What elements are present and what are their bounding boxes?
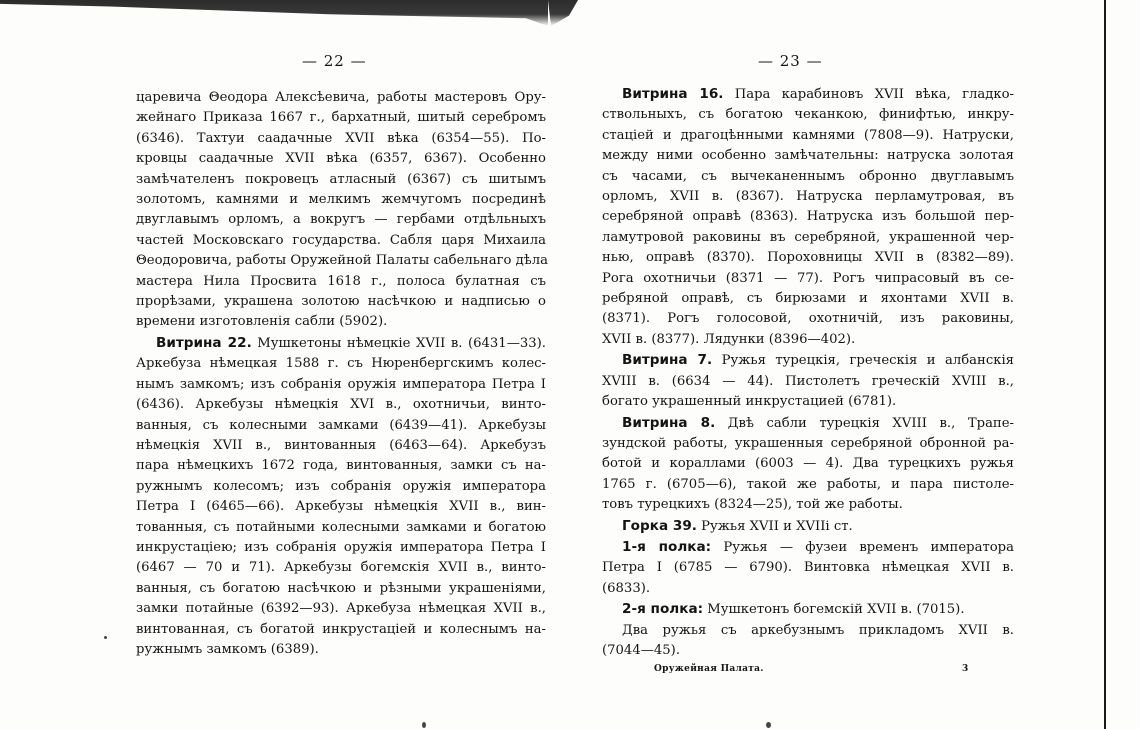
text-line [136, 497, 546, 517]
entry-heading: Витрина 7. [622, 352, 713, 369]
text-line [136, 538, 546, 558]
text-line [136, 251, 546, 271]
left-page [130, 0, 550, 729]
text-line [602, 413, 1014, 434]
text-line [136, 170, 546, 190]
line-text: (6436). Аркебузы нѣмецкія XVI в., охотничьи, винто- [136, 397, 546, 413]
text-line [136, 88, 546, 108]
text-line [602, 187, 1014, 207]
text-line [602, 579, 1014, 599]
right-page [596, 0, 1016, 729]
text-line [136, 149, 546, 169]
text-line [136, 620, 546, 640]
line-text: жейнаго Приказа 1667 г., бархатный, шитый серебромъ [136, 110, 546, 126]
text-line [136, 599, 546, 619]
text-line [602, 105, 1014, 125]
text-line [136, 558, 546, 578]
text-line [602, 350, 1014, 371]
line-text: Мушкетоны нѣмецкіе XVII в. (6431—33). [251, 335, 546, 351]
line-text: Ружья турецкія, греческія и албанскія [712, 353, 1014, 369]
text-line [602, 475, 1014, 495]
text-line [136, 333, 546, 354]
line-text: кровцы саадачные XVII вѣка (6357, 6367). Особенно [136, 151, 546, 167]
line-text: (6467 — 70 и 71). Аркебузы богемскія XVII в., винто- [136, 560, 546, 576]
text-line [602, 537, 1014, 558]
line-text: ружнымъ замкомъ (6389). [136, 641, 319, 657]
text-line [602, 434, 1014, 454]
text-line [602, 228, 1014, 248]
text-line [602, 641, 1014, 661]
line-text: Рога охотничьи (8371 — 77). Рогъ чипрасовый въ се- [602, 270, 1014, 286]
text-line [602, 392, 1014, 412]
line-text: нѣмецкія XVII в., винтованныя (6463—64). Аркебузъ [136, 437, 546, 453]
line-text: золотомъ, камнями и мелкимъ жемчугомъ посрединѣ [136, 192, 546, 208]
line-text: ванныя, съ колесными замками (6439—41). Аркебузы [136, 417, 546, 433]
line-text: ствольныхъ, съ богатою чеканкою, финифтью, инкру- [602, 107, 1014, 123]
entry-heading: 2-я полка: [622, 601, 704, 618]
text-line [602, 269, 1014, 289]
line-text: Двѣ сабли турецкія XVIII в., Трапе- [715, 415, 1014, 431]
line-text: зундской работы, украшенныя серебряной обронной ра- [602, 435, 1014, 451]
text-line [602, 558, 1014, 578]
line-text: царевича Θеодора Алексѣевича, работы мастеровъ Ору- [136, 90, 546, 105]
line-text: инкрустаціею; изъ собранія оружія императора Петра I [136, 539, 546, 555]
line-text: мастера Нила Просвита 1618 г., полоса булатная съ [136, 273, 546, 289]
text-line [602, 309, 1014, 329]
text-line [602, 289, 1014, 309]
line-text: серебряной оправѣ (8363). Натруска изъ большой пер- [602, 209, 1014, 225]
page-edge-line [1104, 0, 1106, 729]
right-page-text [602, 84, 1014, 661]
text-line [136, 518, 546, 538]
text-line [136, 231, 546, 251]
line-text: винтованная, съ богатой инкрустаціей и колеснымъ на- [136, 621, 546, 637]
line-text: нымъ замкомъ; изъ собранія оружія императора Петра I [136, 376, 546, 392]
text-line [602, 146, 1014, 166]
line-text: пара нѣмецкихъ 1672 года, винтованныя, замки съ на- [136, 458, 546, 474]
line-text: частей Московскаго государства. Сабля царя Михаила [136, 232, 546, 248]
text-line [136, 190, 546, 210]
text-line [602, 248, 1014, 268]
line-text: Θеодоровича, работы Оружейной Палаты сабельнаго дѣла [136, 253, 548, 269]
scan-speck [766, 722, 771, 728]
line-text: Ружья XVII и XVIIі ст. [696, 518, 853, 534]
entry-heading: Витрина 8. [622, 414, 716, 431]
text-line [602, 599, 1014, 620]
line-text: (6833). [602, 580, 651, 596]
entry-heading: Горка 39. [622, 517, 697, 534]
scan-speck [422, 722, 426, 728]
line-text: ружнымъ колесомъ; изъ собранія оружія императора [136, 478, 546, 494]
line-text: Пара карабиновъ XVII вѣка, гладко- [723, 87, 1014, 102]
scan-speck [104, 636, 107, 639]
text-line [136, 456, 546, 476]
text-line [602, 372, 1014, 392]
text-line [602, 454, 1014, 474]
text-line [602, 207, 1014, 227]
signature-mark: 3 [962, 664, 969, 674]
line-text: двуглавымъ орломъ, а вокругъ — гербами отдѣльныхъ [136, 212, 546, 228]
line-text: Петра I (6785 — 6790). Винтовка нѣмецкая XVII в. [602, 560, 1014, 576]
line-text: XVII в. (8377). Лядунки (8396—402). [602, 331, 856, 347]
line-text: (6346). Тахтуи саадачные XVII вѣка (6354—55). По- [136, 130, 546, 146]
line-text: замѣчателенъ покровецъ атласный (6367) съ шитымъ [136, 171, 546, 187]
text-line [602, 126, 1014, 146]
line-text: Мушкетонъ богемскій XVII в. (7015). [703, 602, 965, 618]
text-line [136, 354, 546, 374]
line-text: (7044—45). [602, 642, 681, 658]
scan-shadow-top-center [548, 0, 578, 26]
line-text: Два ружья съ аркебузнымъ прикладомъ XVII в. [622, 622, 1014, 638]
line-text: XVIII в. (6634 — 44). Пистолетъ греческій XVIII в., [602, 373, 1014, 389]
text-line [136, 640, 546, 660]
text-line [602, 516, 1014, 537]
line-text: ботой и кораллами (6003 — 4). Два турецкихъ ружья [602, 456, 1014, 472]
text-line [136, 436, 546, 456]
line-text: богато украшенный инкрустацией (6781). [602, 394, 897, 410]
line-text: Ружья — фузеи временъ императора [711, 539, 1014, 555]
line-text: между ними особенно замѣчательны: натруска золотая [602, 148, 1014, 164]
text-line [136, 292, 546, 312]
text-line [602, 621, 1014, 641]
line-text: стаціей и драгоцѣнными камнями (7808—9). Натруски, [602, 127, 1014, 143]
line-text: орломъ, XVII в. (8367). Натруска перламутровая, въ [602, 189, 1014, 205]
line-text: съ часами, съ вычеканеннымъ обронно двуглавымъ [602, 168, 1014, 184]
line-text: прорѣзами, украшена золотою насѣчкою и надписью о [136, 294, 546, 310]
entry-heading: Витрина 16. [622, 86, 724, 102]
line-text: 1765 г. (6705—6), такой же работы, и пара пистоле- [602, 476, 1014, 492]
line-text: замки потайные (6392—93). Аркебуза нѣмецкая XVII в., [136, 601, 546, 617]
text-line [136, 129, 546, 149]
text-line [136, 477, 546, 497]
line-text: (8371). Рогъ голосовой, охотничій, изъ раковины, [602, 311, 1014, 327]
text-line [136, 210, 546, 230]
text-line [602, 495, 1014, 515]
footer-title: Оружейная Палата. [654, 664, 764, 674]
text-line [136, 416, 546, 436]
text-line [136, 312, 546, 332]
line-text: ребряной оправѣ, съ бирюзами и яхонтами XVII в. [602, 291, 1014, 307]
text-line [136, 108, 546, 128]
line-text: тованныя, съ потайными колесными замками и богатою [136, 519, 546, 535]
text-line [136, 579, 546, 599]
line-text: ванныя, съ богатою насѣчкою и рѣзными украшеніями, [136, 580, 546, 596]
page-number: — 22 — [302, 52, 367, 70]
text-line [602, 84, 1014, 105]
text-line [136, 375, 546, 395]
text-line [136, 395, 546, 415]
text-line [602, 330, 1014, 350]
text-line [136, 272, 546, 292]
line-text: времени изготовленія сабли (5902). [136, 314, 388, 330]
line-text: нью, оправѣ (8370). Пороховницы XVII в (8382—89). [602, 250, 1014, 266]
text-line [602, 167, 1014, 187]
page-number: — 23 — [758, 52, 823, 70]
line-text: ламутровой раковины въ серебряной, украшенной чер- [602, 229, 1014, 245]
line-text: Аркебуза нѣмецкая 1588 г. съ Нюренбергскимъ колес- [136, 356, 546, 372]
left-page-text [136, 88, 546, 660]
entry-heading: 1-я полка: [622, 538, 712, 555]
line-text: Петра I (6465—66). Аркебузы нѣмецкія XVII в., вин- [136, 499, 546, 515]
line-text: товъ турецкихъ (8324—25), той же работы. [602, 497, 903, 513]
entry-heading: Витрина 22. [156, 334, 252, 351]
